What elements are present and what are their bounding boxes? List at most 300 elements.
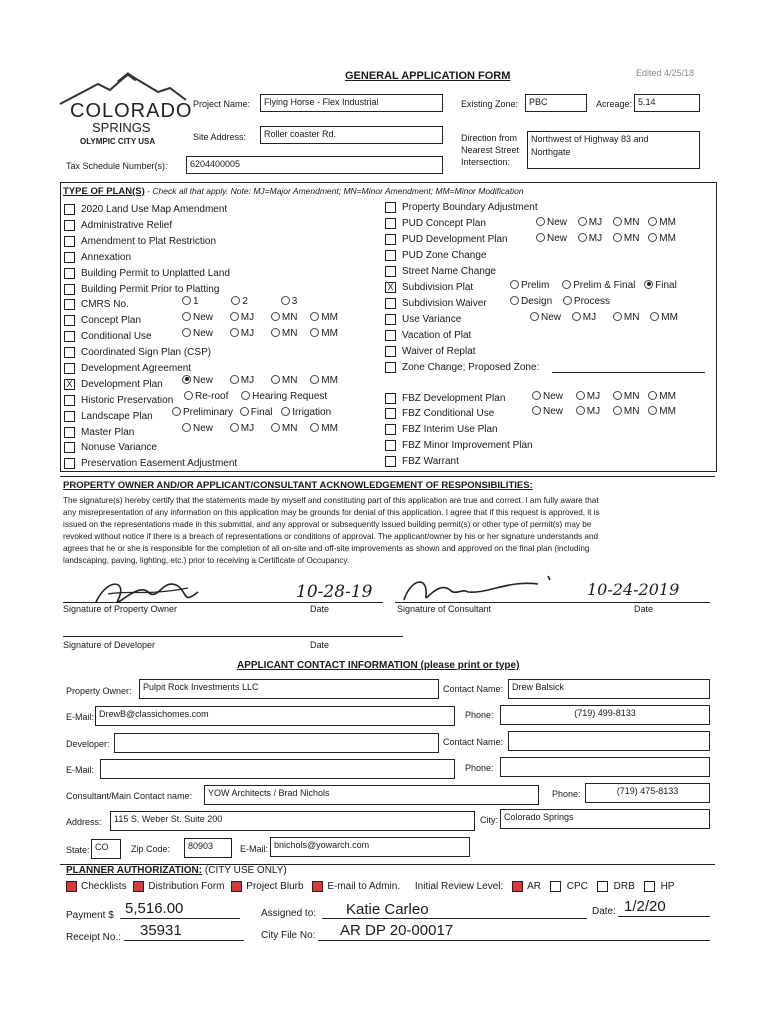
fbzc-mn-label: MN xyxy=(623,406,640,417)
uv-new-label: New xyxy=(541,312,562,323)
property-owner-field[interactable]: Pulpit Rock Investments LLC xyxy=(139,679,439,699)
plan-type-checkbox[interactable] xyxy=(64,284,75,295)
concept-new-label: New xyxy=(193,312,214,323)
plan-type-row[interactable] xyxy=(385,361,539,375)
consultant-signature-label: Signature of Consultant xyxy=(397,604,492,614)
sp-prelimfinal-label: Prelim & Final xyxy=(573,280,636,291)
plan-type-row[interactable] xyxy=(64,298,129,312)
cu-mm-radio[interactable] xyxy=(310,328,319,337)
plan-type-checkbox[interactable] xyxy=(385,266,396,277)
blurb-checkbox[interactable] xyxy=(231,881,242,892)
fbzd-mm-radio[interactable] xyxy=(648,391,657,400)
sw-process-radio[interactable] xyxy=(563,296,572,305)
plan-type-checkbox[interactable] xyxy=(64,331,75,342)
fbzd-mj-radio[interactable] xyxy=(576,391,585,400)
dp-new-radio[interactable] xyxy=(182,375,191,384)
subdivision-waiver-options xyxy=(510,296,610,307)
planner-date-line xyxy=(618,916,710,917)
plan-type-checkbox[interactable] xyxy=(385,393,396,404)
pudc-new-label: New xyxy=(547,217,568,228)
pud-concept-options xyxy=(536,217,676,228)
developer-signature-label: Signature of Developer xyxy=(63,640,156,650)
assigned-label: Assigned to: xyxy=(261,908,317,919)
ls-irrigation-label: Irrigation xyxy=(292,407,332,418)
mp-mm-radio[interactable] xyxy=(310,423,319,432)
ls-irrigation-radio[interactable] xyxy=(281,407,290,416)
acreage-field[interactable]: 5.14 xyxy=(634,94,700,112)
plan-type-label: Subdivision Waiver xyxy=(402,298,487,309)
type-of-plan-note: - Check all that apply. Note: MJ=Major Amendment; MN=Minor Amendment; MM=Minor Modification xyxy=(144,186,524,196)
plan-type-checkbox[interactable]: X xyxy=(385,282,396,293)
uv-mn-radio[interactable] xyxy=(613,312,622,321)
uv-mm-label: MM xyxy=(661,312,678,323)
cmrs-1-label: 1 xyxy=(193,296,199,307)
dp-mn-label: MN xyxy=(281,375,298,386)
owner-signature-line[interactable] xyxy=(63,602,383,603)
ar-label: AR xyxy=(527,881,541,893)
uv-mj-label: MJ xyxy=(582,312,597,323)
ack-line-3: issued on the representations made in this submittal, and any approval or subsequently issued building permit(s) or other type of permit(s) may be xyxy=(63,520,592,529)
plan-type-label: Historic Preservation xyxy=(81,395,174,406)
cu-mn-radio[interactable] xyxy=(271,328,280,337)
plan-type-row[interactable] xyxy=(385,392,505,406)
hp-hearing-label: Hearing Request xyxy=(252,391,328,402)
fbz-cu-options xyxy=(532,406,676,417)
plan-type-checkbox[interactable] xyxy=(385,250,396,261)
plan-type-row[interactable] xyxy=(385,407,494,421)
plan-type-label: Building Permit to Unplatted Land xyxy=(81,268,230,279)
city-label: City: xyxy=(480,815,498,825)
plan-type-label: Concept Plan xyxy=(81,315,142,326)
state-field[interactable]: CO xyxy=(91,839,121,859)
dp-mm-label: MM xyxy=(321,375,338,386)
plan-type-checkbox[interactable] xyxy=(385,456,396,467)
file-label: City File No: xyxy=(261,930,316,941)
plan-type-row[interactable] xyxy=(64,283,219,297)
assigned-value[interactable]: Katie Carleo xyxy=(346,901,429,918)
plan-type-checkbox[interactable] xyxy=(64,204,75,215)
plan-type-checkbox[interactable] xyxy=(64,315,75,326)
pudc-mj-radio[interactable] xyxy=(578,217,587,226)
owner-signature-label: Signature of Property Owner xyxy=(63,604,178,614)
review-level-label: Initial Review Level: xyxy=(414,881,504,893)
fbzd-mn-label: MN xyxy=(623,391,640,402)
cmrs-2-radio[interactable] xyxy=(231,296,240,305)
plan-type-checkbox[interactable] xyxy=(385,424,396,435)
pudd-mm-label: MM xyxy=(659,233,676,244)
developer-field[interactable] xyxy=(114,733,439,753)
owner-date-label: Date xyxy=(310,604,330,614)
direction-label-1: Direction from xyxy=(461,133,518,143)
plan-type-row[interactable] xyxy=(385,297,487,311)
plan-type-row[interactable] xyxy=(64,267,230,281)
consultant-date-label: Date xyxy=(634,604,654,614)
plan-type-row[interactable] xyxy=(385,265,496,279)
pudd-mm-radio[interactable] xyxy=(648,233,657,242)
plan-type-checkbox[interactable] xyxy=(385,330,396,341)
plan-type-row[interactable] xyxy=(385,281,473,295)
fbzd-new-label: New xyxy=(543,391,564,402)
site-address-field[interactable]: Roller coaster Rd. xyxy=(260,126,443,144)
ack-line-2: any misrepresentation of any information on this application may be grounds for denial of this application. I agree that if this request is approved, it is xyxy=(63,508,600,517)
mp-new-radio[interactable] xyxy=(182,423,191,432)
mp-mm-label: MM xyxy=(321,423,338,434)
mp-mj-label: MJ xyxy=(240,423,255,434)
plan-type-label: CMRS No. xyxy=(81,299,129,310)
tax-schedule-label: Tax Schedule Number(s): xyxy=(66,161,168,171)
plan-type-checkbox[interactable] xyxy=(64,236,75,247)
city-logo xyxy=(58,70,193,150)
checklists-label: Checklists xyxy=(81,881,127,893)
checklists-checkbox[interactable] xyxy=(66,881,77,892)
uv-mj-radio[interactable] xyxy=(572,312,581,321)
cu-mn-label: MN xyxy=(281,328,298,339)
fbzd-mn-radio[interactable] xyxy=(613,391,622,400)
concept-mj-radio[interactable] xyxy=(230,312,239,321)
concept-new-radio[interactable] xyxy=(182,312,191,321)
project-name-label: Project Name: xyxy=(193,99,251,109)
plan-type-row[interactable] xyxy=(64,426,134,440)
hp-hearing-radio[interactable] xyxy=(241,391,250,400)
blurb-label: Project Blurb xyxy=(246,881,304,893)
cu-mm-label: MM xyxy=(321,328,338,339)
ar-checkbox[interactable] xyxy=(512,881,523,892)
dp-mj-radio[interactable] xyxy=(230,375,239,384)
uv-new-radio[interactable] xyxy=(530,312,539,321)
plan-type-checkbox[interactable] xyxy=(385,346,396,357)
plan-type-row[interactable] xyxy=(64,394,173,408)
pudd-new-label: New xyxy=(547,233,568,244)
plan-type-label: 2020 Land Use Map Amendment xyxy=(81,204,228,215)
plan-type-row[interactable] xyxy=(385,329,471,343)
pudd-mj-label: MJ xyxy=(588,233,603,244)
cu-new-label: New xyxy=(193,328,214,339)
consultant-field[interactable]: YOW Architects / Brad Nichols xyxy=(204,785,539,805)
plan-type-label: Conditional Use xyxy=(81,331,152,342)
ack-line-5: agrees that he or she is responsible for the completion of all on-site and off-site improvements as shown and approved on the final plan (including xyxy=(63,544,590,553)
use-variance-options xyxy=(530,312,678,323)
ls-preliminary-label: Preliminary xyxy=(183,407,234,418)
plan-type-row[interactable] xyxy=(64,457,237,471)
plan-type-label: FBZ Warrant xyxy=(402,456,459,467)
plan-type-checkbox[interactable]: X xyxy=(64,379,75,390)
concept-mn-label: MN xyxy=(281,312,298,323)
property-owner-label: Property Owner: xyxy=(66,686,132,696)
plan-type-label: PUD Concept Plan xyxy=(402,218,486,229)
receipt-line xyxy=(124,940,244,941)
plan-type-row[interactable] xyxy=(64,441,157,455)
owner-date[interactable]: 10-28-19 xyxy=(296,582,373,602)
cpc-label: CPC xyxy=(566,881,588,893)
hp-reroof-label: Re-roof xyxy=(195,391,229,402)
owner-email-field[interactable]: DrewB@classichomes.com xyxy=(95,706,455,726)
sp-prelim-radio[interactable] xyxy=(510,280,519,289)
consultant-signature-line[interactable] xyxy=(395,602,710,603)
fbzc-mm-radio[interactable] xyxy=(648,406,657,415)
plan-type-checkbox[interactable] xyxy=(64,347,75,358)
plan-type-checkbox[interactable] xyxy=(385,408,396,419)
cmrs-options xyxy=(182,296,297,307)
plan-type-checkbox[interactable] xyxy=(385,440,396,451)
pudc-mm-radio[interactable] xyxy=(648,217,657,226)
file-value[interactable]: AR DP 20-00017 xyxy=(340,922,454,939)
developer-contact-label: Contact Name: xyxy=(443,737,504,747)
uv-mm-radio[interactable] xyxy=(650,312,659,321)
payment-value[interactable]: 5,516.00 xyxy=(125,900,184,917)
plan-type-checkbox[interactable] xyxy=(64,458,75,469)
concept-plan-options xyxy=(182,312,338,323)
plan-type-row[interactable] xyxy=(64,251,131,265)
developer-phone-field[interactable] xyxy=(500,757,710,777)
existing-zone-field[interactable]: PBC xyxy=(525,94,587,112)
sw-design-label: Design xyxy=(521,296,553,307)
mp-new-label: New xyxy=(193,423,214,434)
cpc-checkbox[interactable] xyxy=(550,881,561,892)
email-admin-label: E-mail to Admin. xyxy=(327,881,401,893)
concept-mn-radio[interactable] xyxy=(271,312,280,321)
plan-type-checkbox[interactable] xyxy=(385,202,396,213)
ack-paragraph xyxy=(63,495,711,567)
planner-date-label: Date: xyxy=(592,906,616,917)
plan-type-checkbox[interactable] xyxy=(64,220,75,231)
fbzc-new-radio[interactable] xyxy=(532,406,541,415)
edited-date: Edited 4/25/18 xyxy=(636,68,695,78)
developer-contact-field[interactable] xyxy=(508,731,710,751)
sp-prelim-label: Prelim xyxy=(521,280,550,291)
plan-type-label: Coordinated Sign Plan (CSP) xyxy=(81,347,212,358)
plan-type-row[interactable] xyxy=(64,219,172,233)
plan-type-label: PUD Development Plan xyxy=(402,234,508,245)
plan-type-label: FBZ Conditional Use xyxy=(402,408,495,419)
existing-zone-label: Existing Zone: xyxy=(461,99,519,109)
ack-line-4: revoked without notice if there is a breach of representations or conditions of approval. The applicant/owner by his or her signature understands and xyxy=(63,532,599,541)
plan-type-checkbox[interactable] xyxy=(64,442,75,453)
ls-final-label: Final xyxy=(250,407,273,418)
plan-type-row[interactable] xyxy=(64,362,191,376)
fbz-dev-options xyxy=(532,391,676,402)
plan-type-checkbox[interactable] xyxy=(385,234,396,245)
plan-type-label: Administrative Relief xyxy=(81,220,173,231)
fbzd-new-radio[interactable] xyxy=(532,391,541,400)
tax-schedule-field[interactable]: 6204400005 xyxy=(186,156,443,174)
plan-type-checkbox[interactable] xyxy=(64,395,75,406)
site-address-label: Site Address: xyxy=(193,132,247,142)
mp-mn-label: MN xyxy=(281,423,298,434)
plan-type-label: Property Boundary Adjustment xyxy=(402,202,538,213)
fbzc-mj-radio[interactable] xyxy=(576,406,585,415)
pudd-mj-radio[interactable] xyxy=(578,233,587,242)
plan-type-row[interactable] xyxy=(64,410,153,424)
distribution-label: Distribution Form xyxy=(148,881,225,893)
city-field[interactable]: Colorado Springs xyxy=(500,809,710,829)
cmrs-3-radio[interactable] xyxy=(281,296,290,305)
development-plan-options xyxy=(182,375,338,386)
plan-type-label: Vacation of Plat xyxy=(402,330,472,341)
plan-type-checkbox[interactable] xyxy=(64,299,75,310)
payment-line xyxy=(120,918,240,919)
master-plan-options xyxy=(182,423,338,434)
cu-mj-radio[interactable] xyxy=(230,328,239,337)
direction-label-3: Intersection: xyxy=(461,157,511,167)
mp-mj-radio[interactable] xyxy=(230,423,239,432)
dp-mj-label: MJ xyxy=(240,375,255,386)
project-name-field[interactable]: Flying Horse - Flex Industrial xyxy=(260,94,443,112)
plan-type-row[interactable] xyxy=(385,233,508,247)
contact-name-field[interactable]: Drew Balsick xyxy=(508,679,710,699)
consultant-signature xyxy=(398,570,558,606)
developer-email-label: E-Mail: xyxy=(66,765,95,775)
plan-type-row[interactable] xyxy=(64,203,227,217)
hp-checkbox[interactable] xyxy=(644,881,655,892)
pud-dev-options xyxy=(536,233,676,244)
proposed-zone-line[interactable] xyxy=(552,372,705,373)
plan-type-row[interactable] xyxy=(385,313,461,327)
planner-checks xyxy=(66,881,674,892)
consultant-label: Consultant/Main Contact name: xyxy=(66,791,193,801)
sp-final-radio[interactable] xyxy=(644,280,653,289)
dp-mm-radio[interactable] xyxy=(310,375,319,384)
plan-type-checkbox[interactable] xyxy=(64,363,75,374)
drb-checkbox[interactable] xyxy=(597,881,608,892)
plan-type-row[interactable] xyxy=(64,235,216,249)
assigned-line xyxy=(322,918,587,919)
plan-type-label: Landscape Plan xyxy=(81,411,153,422)
plan-type-row[interactable] xyxy=(385,423,498,437)
mp-mn-radio[interactable] xyxy=(271,423,280,432)
distribution-checkbox[interactable] xyxy=(133,881,144,892)
consultant-phone-field[interactable] xyxy=(585,783,710,803)
plan-type-row[interactable] xyxy=(385,345,476,359)
owner-phone-value: (719) 499-8133 xyxy=(574,708,636,718)
consultant-phone-value: (719) 475-8133 xyxy=(616,786,679,796)
plan-type-label: Street Name Change xyxy=(402,266,496,277)
consultant-email-label: E-Mail: xyxy=(240,844,269,854)
hp-reroof-radio[interactable] xyxy=(184,391,193,400)
type-of-plan-title: TYPE OF PLAN(S) xyxy=(63,186,145,197)
receipt-label: Receipt No.: xyxy=(66,932,122,943)
planner-date-value[interactable]: 1/2/20 xyxy=(624,898,666,915)
ack-line-6: landscaping, paving, lighting, etc.) prior to receiving a Certificate of Occupancy. xyxy=(63,556,350,565)
developer-email-field[interactable] xyxy=(100,759,455,779)
plan-type-checkbox[interactable] xyxy=(385,314,396,325)
pudd-mn-radio[interactable] xyxy=(613,233,622,242)
plan-type-checkbox[interactable] xyxy=(385,362,396,373)
plan-type-row[interactable] xyxy=(385,439,533,453)
plan-type-label: Development Plan xyxy=(81,379,163,390)
consultant-phone-label: Phone: xyxy=(552,789,581,799)
plan-type-row[interactable] xyxy=(385,217,486,231)
type-of-plan-heading xyxy=(63,186,524,197)
dp-mn-radio[interactable] xyxy=(271,375,280,384)
concept-mm-radio[interactable] xyxy=(310,312,319,321)
pudc-mn-radio[interactable] xyxy=(613,217,622,226)
planner-note: (CITY USE ONLY) xyxy=(202,865,287,876)
consultant-email-field[interactable]: bnichols@yowarch.com xyxy=(270,837,470,857)
cu-new-radio[interactable] xyxy=(182,328,191,337)
landscape-options xyxy=(172,407,331,418)
email-admin-checkbox[interactable] xyxy=(312,881,323,892)
plan-type-checkbox[interactable] xyxy=(64,427,75,438)
developer-signature-line[interactable] xyxy=(63,636,403,637)
address-field[interactable]: 115 S. Weber St. Suite 200 xyxy=(110,811,475,831)
plan-type-label: Amendment to Plat Restriction xyxy=(81,236,217,247)
plan-type-checkbox[interactable] xyxy=(64,411,75,422)
developer-label: Developer: xyxy=(66,739,110,749)
cu-mj-label: MJ xyxy=(240,328,255,339)
plan-type-row[interactable] xyxy=(385,455,459,469)
logo-olympic: OLYMPIC CITY USA xyxy=(80,137,156,146)
historic-options xyxy=(184,391,327,402)
ls-preliminary-radio[interactable] xyxy=(172,407,181,416)
plan-type-label: FBZ Minor Improvement Plan xyxy=(402,440,533,451)
zip-field[interactable]: 80903 xyxy=(184,838,232,858)
ls-final-radio[interactable] xyxy=(240,407,249,416)
ack-line-1: The signature(s) hereby certify that the statements made by myself and constituting part of this application are true and correct. I am fully aware that xyxy=(63,496,599,505)
state-label: State: xyxy=(66,845,90,855)
cmrs-1-radio[interactable] xyxy=(182,296,191,305)
plan-type-row[interactable] xyxy=(64,346,211,360)
plan-type-row[interactable] xyxy=(64,314,141,328)
direction-label-2: Nearest Street xyxy=(461,145,520,155)
consultant-date[interactable]: 10-24-2019 xyxy=(587,580,680,599)
plan-type-checkbox[interactable] xyxy=(385,218,396,229)
pudd-mn-label: MN xyxy=(623,233,640,244)
plan-type-row[interactable] xyxy=(64,330,152,344)
plan-type-checkbox[interactable] xyxy=(64,252,75,263)
uv-mn-label: MN xyxy=(623,312,640,323)
plan-type-row[interactable] xyxy=(385,201,538,215)
plan-type-label: Use Variance xyxy=(402,314,462,325)
plan-type-label: PUD Zone Change xyxy=(402,250,487,261)
dp-new-label: New xyxy=(193,375,214,386)
payment-label: Payment $ xyxy=(66,910,114,921)
logo-colorado: COLORADO xyxy=(70,100,193,122)
plan-type-label: Annexation xyxy=(81,252,132,263)
direction-field[interactable] xyxy=(527,131,700,169)
plan-type-checkbox[interactable] xyxy=(64,268,75,279)
direction-line-2: Northgate xyxy=(531,147,571,157)
plan-type-checkbox[interactable] xyxy=(385,298,396,309)
pudc-mn-label: MN xyxy=(623,217,640,228)
conditional-use-options xyxy=(182,328,338,339)
plan-type-row[interactable] xyxy=(385,249,487,263)
plan-type-label: Master Plan xyxy=(81,427,135,438)
concept-mj-label: MJ xyxy=(240,312,255,323)
plan-type-label: Zone Change; Proposed Zone: xyxy=(402,362,540,373)
sw-design-radio[interactable] xyxy=(510,296,519,305)
fbzd-mj-label: MJ xyxy=(586,391,601,402)
address-label: Address: xyxy=(66,817,102,827)
pudc-new-radio[interactable] xyxy=(536,217,545,226)
plan-type-row[interactable] xyxy=(64,378,163,392)
fbzc-new-label: New xyxy=(543,406,564,417)
sp-prelimfinal-radio[interactable] xyxy=(562,280,571,289)
fbzc-mj-label: MJ xyxy=(586,406,601,417)
planner-title: PLANNER AUTHORIZATION: xyxy=(66,865,203,876)
receipt-value[interactable]: 35931 xyxy=(140,922,182,939)
developer-phone-label: Phone: xyxy=(465,763,494,773)
fbzc-mn-radio[interactable] xyxy=(613,406,622,415)
owner-email-label: E-Mail: xyxy=(66,712,95,722)
plan-type-label: Waiver of Replat xyxy=(402,346,476,357)
pudc-mm-label: MM xyxy=(659,217,676,228)
pudd-new-radio[interactable] xyxy=(536,233,545,242)
zip-label: Zip Code: xyxy=(131,844,171,854)
plan-type-label: Preservation Easement Adjustment xyxy=(81,458,238,469)
pudc-mj-label: MJ xyxy=(588,217,603,228)
contact-name-label: Contact Name: xyxy=(443,684,504,694)
owner-phone-field[interactable] xyxy=(500,705,710,725)
